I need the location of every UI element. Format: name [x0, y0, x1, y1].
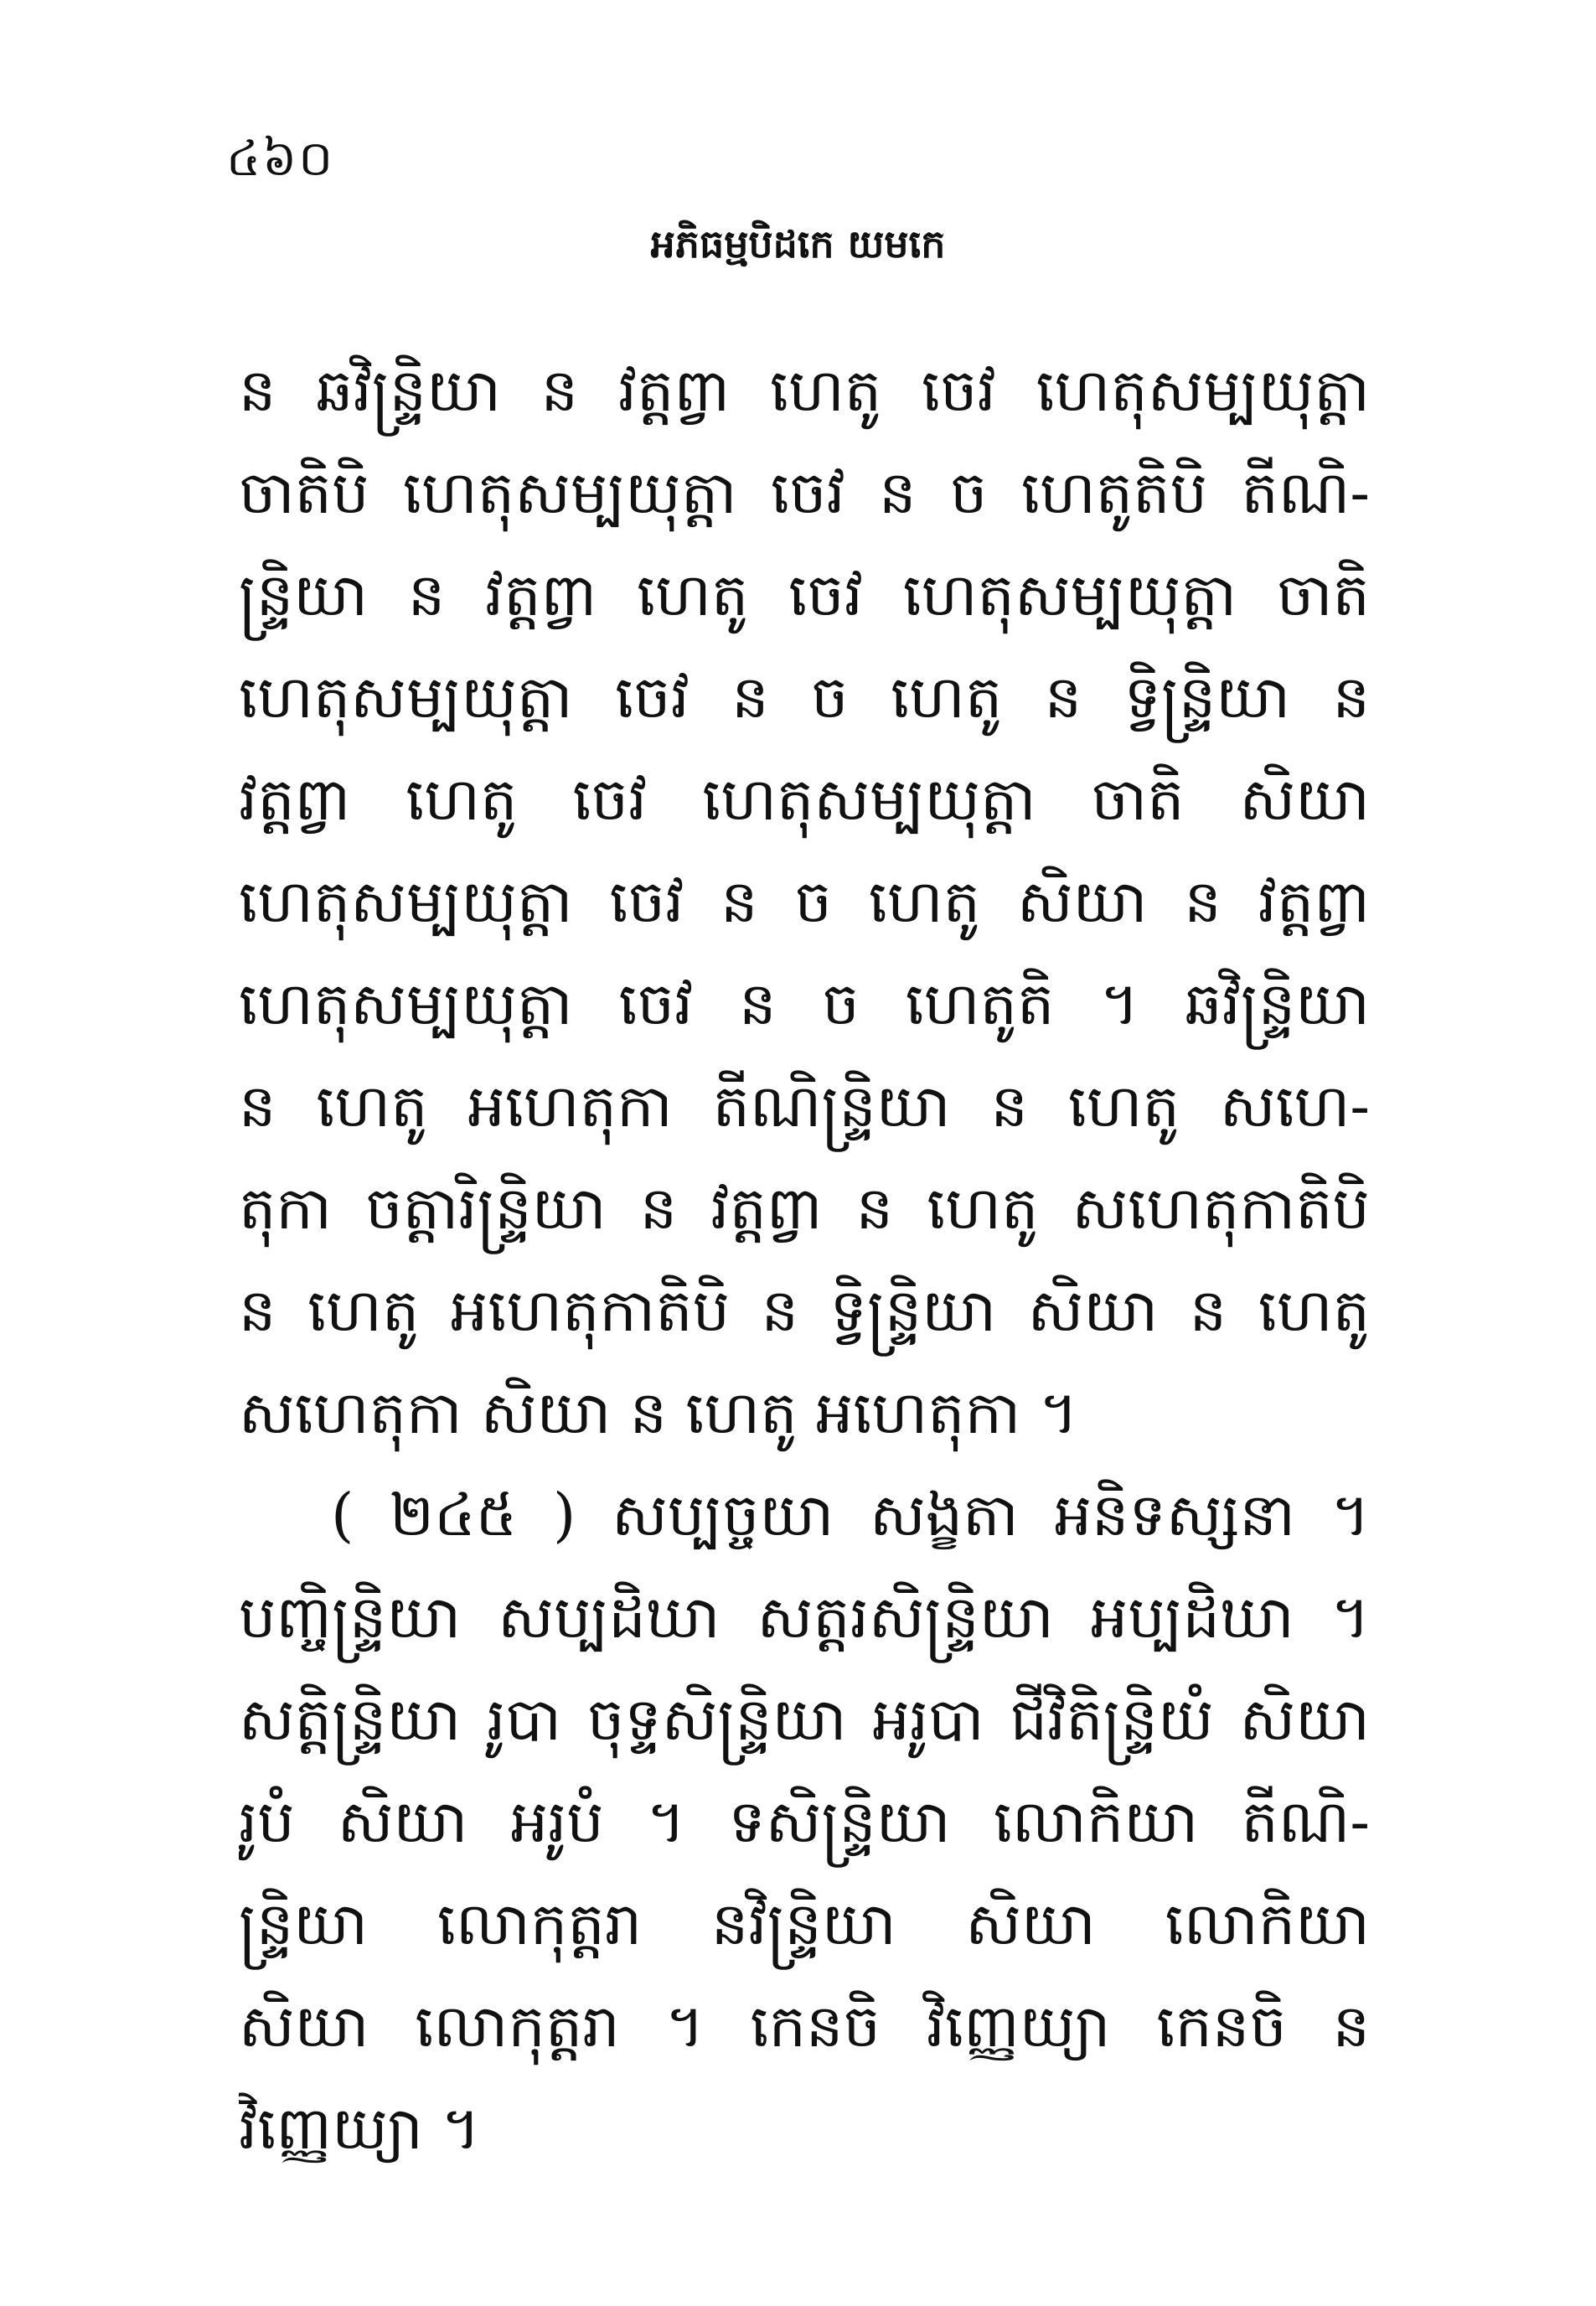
text-line: ន្ទ្រិយា ន វត្តព្វា ហេតូ ចេវ ហេតុសម្បយុត្តា ចាតិ [239, 561, 1370, 629]
text-line: ន ឆវិន្ទ្រិយា ន វត្តព្វា ហេតូ ចេវ ហេតុសម្បយុត្តា [239, 356, 1370, 425]
text-line: វត្តព្វា ហេតូ ចេវ ហេតុសម្បយុត្តា ចាតិ សិយា [239, 765, 1370, 834]
text-line: ចាតិបិ ហេតុសម្បយុត្តា ចេវ ន ច ហេតូតិបិ តីណិ- [239, 458, 1370, 527]
page-number: ៤៦០ [226, 130, 335, 187]
text-line: សត្តិន្ទ្រិយា រូបា ចុទ្ទសិន្ទ្រិយា អរូបា ជីវិតិន្ទ្រិយំ សិយា [239, 1685, 1370, 1754]
text-line: តុកា ចត្តារិន្ទ្រិយា ន វត្តព្វា ន ហេតូ សហេតុកាតិបិ [239, 1174, 1370, 1243]
text-line: សហេតុកា សិយា ន ហេតូ អហេតុកា ។ [239, 1378, 1078, 1447]
text-line: ន ហេតូ អហេតុកា តីណិន្ទ្រិយា ន ហេតូ សហេ- [239, 1072, 1370, 1140]
running-title: អភិធម្មបិដកេ យមកេ [650, 221, 946, 266]
text-line: សិយា លោកុត្តរា ។ កេនចិ វិញ្ញេយ្យា កេនចិ ន [239, 1992, 1370, 2060]
body-text [239, 339, 1370, 2179]
text-line: វិញ្ញេយ្យា ។ [239, 2094, 481, 2163]
text-line: ន្ទ្រិយា លោកុត្តរា នវិន្ទ្រិយា សិយា លោកិយា [239, 1890, 1370, 1958]
text-line: ន ហេតូ អហេតុកាតិបិ ន ទ្វិន្ទ្រិយា សិយា ន ហេតូ [239, 1276, 1370, 1345]
text-line: បញ្ចិន្ទ្រិយា សប្បដិឃា សត្តរសិន្ទ្រិយា អប្បដិឃា ។ [239, 1583, 1370, 1652]
text-line: ហេតុសម្បយុត្តា ចេវ ន ច ហេតូតិ ។ ឆវិន្ទ្រិយា [239, 969, 1370, 1038]
paragraph-start-line: ( ២៤៥ ) សប្បច្ចយា សង្ខតា អនិទស្សនា ។ [331, 1481, 1370, 1549]
text-line: ហេតុសម្បយុត្តា ចេវ ន ច ហេតូ ន ទ្វិន្ទ្រិយា ន [239, 663, 1370, 732]
text-line: រូបំ សិយា អរូបំ ។ ទសិន្ទ្រិយា លោកិយា តីណិ- [239, 1787, 1370, 1856]
text-line: ហេតុសម្បយុត្តា ចេវ ន ច ហេតូ សិយា ន វត្តព្វា [239, 867, 1370, 936]
